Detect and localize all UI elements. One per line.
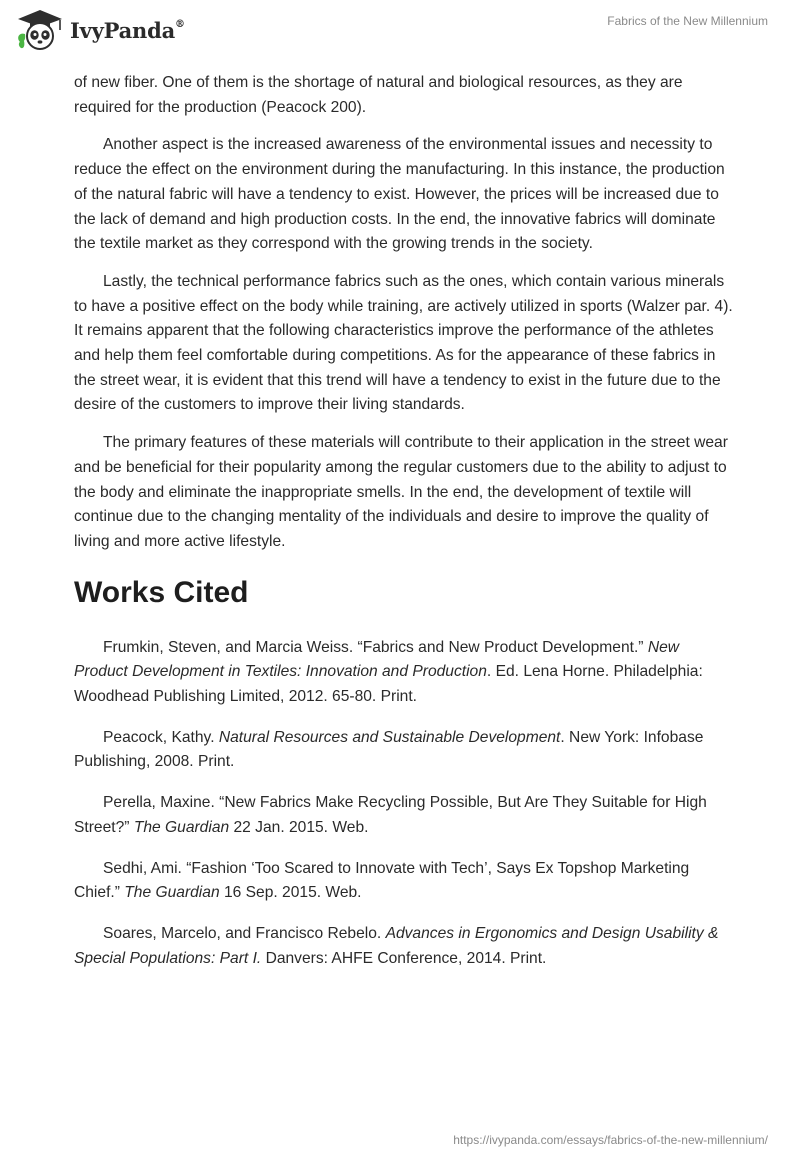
registered-mark: ® xyxy=(175,18,185,30)
brand-name: IvyPanda® xyxy=(70,17,185,43)
document-title: Fabrics of the New Millennium xyxy=(607,14,768,28)
citation-entry: Soares, Marcelo, and Francisco Rebelo. Advances in Ergonomics and Design Usability & Special Populations: Part I. Danvers: AHFE Conference, 2014. Print. xyxy=(74,924,719,967)
paragraph: Lastly, the technical performance fabrics such as the ones, which contain various minerals to have a positive effect on the body while training, are actively utilized in sports (Walzer par. 4). It remains apparent that the following characteristics improve the performance of the athletes and help them feel comfortable during competitions. As for the appearance of these fabrics in the street wear, it is evident that this trend will have a tendency to exist in the future due to the desire of the customers to improve their living standards. xyxy=(74,272,733,414)
ivypanda-logo[interactable] xyxy=(14,8,185,52)
panda-graduate-icon xyxy=(14,8,66,52)
works-cited-heading: Works Cited xyxy=(74,575,249,609)
citation-entry: Perella, Maxine. “New Fabrics Make Recycling Possible, But Are They Suitable for High Street?” The Guardian 22 Jan. 2015. Web. xyxy=(74,794,707,836)
citation-entry: Peacock, Kathy. Natural Resources and Sustainable Development. New York: Infobase Publishing, 2008. Print. xyxy=(74,728,704,771)
paragraph: Another aspect is the increased awareness of the environmental issues and necessity to reduce the effect on the environment during the manufacturing. In this instance, the production of the natural fabric will have a tendency to exist. However, the prices will be increased due to the lack of demand and high production costs. In the end, the innovative fabrics will dominate the textile market as they correspond with the growing trends in the society. xyxy=(74,136,725,253)
essay-content xyxy=(74,71,734,987)
paragraph: The primary features of these materials will contribute to their application in the street wear and be beneficial for their popularity among the regular customers due to the ability to adjust to the body and eliminate the inappropriate smells. In the end, the development of textile will continue due to the changing mentality of the individuals and desire to improve the quality of living and more active lifestyle. xyxy=(74,434,728,550)
page-header xyxy=(0,0,800,70)
source-url-link[interactable]: https://ivypanda.com/essays/fabrics-of-the-new-millennium/ xyxy=(453,1133,768,1147)
paragraph-continued: of new fiber. One of them is the shortage of natural and biological resources, as they are required for the production (Peacock 200). xyxy=(74,74,683,116)
citation-entry: Sedhi, Ami. “Fashion ‘Too Scared to Innovate with Tech’, Says Ex Topshop Marketing Chief.” The Guardian 16 Sep. 2015. Web. xyxy=(74,859,690,902)
citation-entry: Frumkin, Steven, and Marcia Weiss. “Fabrics and New Product Development.” New Product Development in Textiles: Innovation and Production. Ed. Lena Horne. Philadelphia: Woodhead Publishing Limited, 2012. 65-80. Print. xyxy=(74,638,703,706)
